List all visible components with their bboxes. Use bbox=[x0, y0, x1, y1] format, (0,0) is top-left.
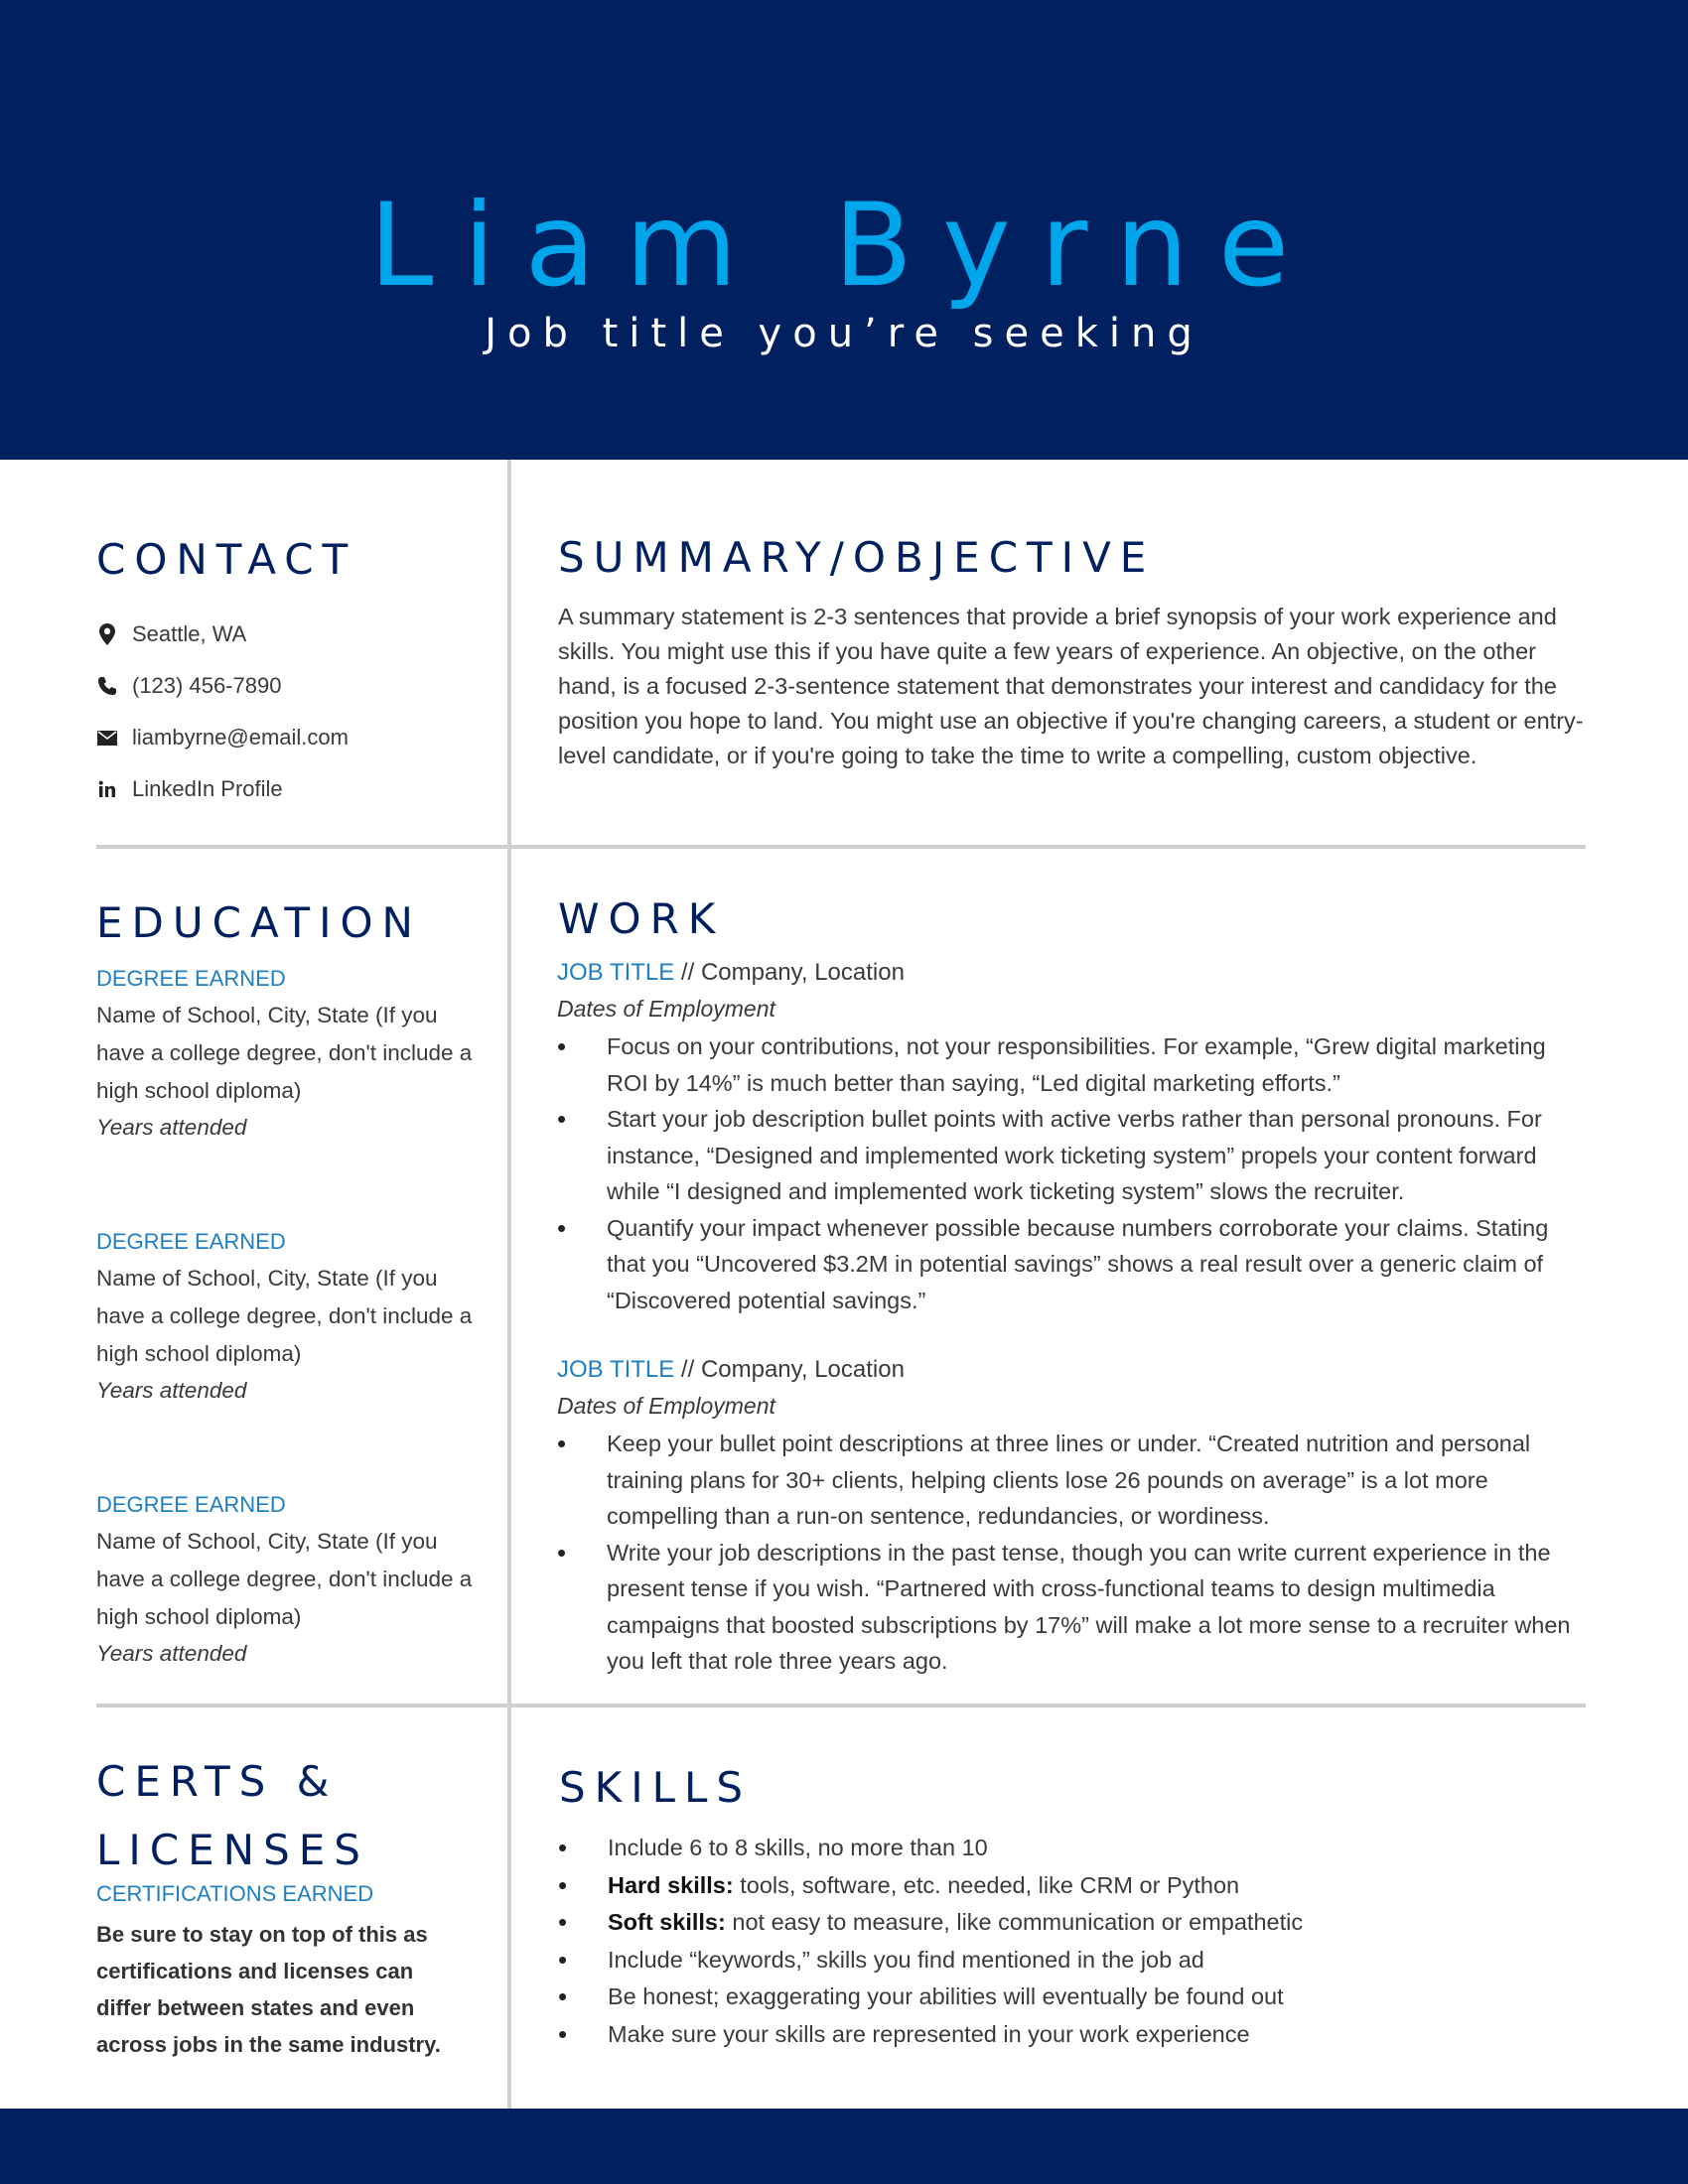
certifications-label: CERTIFICATIONS EARNED bbox=[96, 1881, 374, 1906]
education-heading: EDUCATION bbox=[96, 898, 422, 947]
school-text: Name of School, City, State (If you have a college degree, don't include a high school diploma) bbox=[96, 1266, 473, 1366]
location-pin-icon bbox=[96, 623, 118, 645]
school-text: Name of School, City, State (If you have a college degree, don't include a high school diploma) bbox=[96, 1529, 473, 1629]
years-attended: Years attended bbox=[96, 1378, 247, 1403]
job-title-label: JOB TITLE bbox=[557, 1356, 675, 1383]
email-icon bbox=[96, 727, 118, 749]
education-entry bbox=[96, 1224, 474, 1409]
list-item bbox=[558, 1867, 1591, 1905]
work-heading: WORK bbox=[558, 894, 725, 943]
certifications-text: Be sure to stay on top of this as certifications and licenses can differ between states and even across jobs in the same industry. bbox=[96, 1922, 441, 2057]
section-divider bbox=[96, 1704, 1586, 1707]
contact-linkedin bbox=[96, 772, 283, 806]
linkedin-icon bbox=[96, 778, 118, 800]
job-header bbox=[557, 955, 905, 991]
job-separator: // bbox=[674, 959, 701, 986]
list-item bbox=[558, 1979, 1591, 2016]
skill-bold: Hard skills: bbox=[608, 1871, 734, 1898]
job-title-label: JOB TITLE bbox=[557, 959, 675, 986]
skill-text: Be honest; exaggerating your abilities will eventually be found out bbox=[608, 1983, 1284, 2009]
job-bullets bbox=[557, 1028, 1590, 1318]
degree-label: DEGREE EARNED bbox=[96, 966, 286, 991]
years-attended: Years attended bbox=[96, 1115, 247, 1140]
skills-heading: SKILLS bbox=[559, 1763, 753, 1812]
contact-heading: CONTACT bbox=[96, 535, 357, 584]
contact-email-text[interactable]: liambyrne@email.com bbox=[132, 725, 349, 750]
column-divider bbox=[507, 460, 511, 2109]
section-divider bbox=[96, 845, 1586, 849]
school-text: Name of School, City, State (If you have a college degree, don't include a high school diploma) bbox=[96, 1003, 473, 1103]
contact-location-text: Seattle, WA bbox=[132, 621, 247, 646]
list-item: • Keep your bullet point descriptions at three lines or under. “Created nutrition and personal training plans for 30+ clients, helping clients lose 26 pounds on average” is a lot more compelling than a run-on sentence, redundancies, or wordiness. bbox=[557, 1426, 1595, 1535]
contact-phone bbox=[96, 669, 281, 703]
list-item: • Focus on your contributions, not your responsibilities. For example, “Grew digital marketing ROI by 14%” is much better than saying, “Led digital marketing efforts.” bbox=[557, 1028, 1590, 1101]
list-item bbox=[558, 2016, 1591, 2054]
job-title-sought: Job title you’re seeking bbox=[485, 311, 1203, 356]
skill-text: Include “keywords,” skills you find mentioned in the job ad bbox=[608, 1946, 1204, 1973]
job-bullets bbox=[557, 1426, 1595, 1680]
summary-heading: SUMMARY/OBJECTIVE bbox=[558, 533, 1156, 582]
job-company: Company, Location bbox=[700, 1356, 905, 1383]
skills-list bbox=[558, 1830, 1591, 2053]
certs-heading-line1: CERTS & bbox=[96, 1757, 339, 1806]
contact-linkedin-text[interactable]: LinkedIn Profile bbox=[132, 776, 283, 801]
degree-label: DEGREE EARNED bbox=[96, 1492, 286, 1517]
job-header bbox=[557, 1352, 905, 1388]
certs-heading-line2: LICENSES bbox=[96, 1826, 369, 1874]
skill-text: Make sure your skills are represented in your work experience bbox=[608, 2020, 1250, 2047]
list-item bbox=[558, 1904, 1591, 1942]
education-entry bbox=[96, 961, 474, 1146]
contact-location bbox=[96, 617, 246, 651]
summary-text: A summary statement is 2-3 sentences that provide a brief synopsis of your work experience and skills. You might use this if you have quite a few years of experience. An objective, on the other hand, is a focused 2-3-sentence statement that demonstrates your interest and candidacy for the position you hope to land. You might use an objective if you're changing careers, a student or entry-level candidate, or if you're going to take the time to write a compelling, custom objective. bbox=[558, 604, 1584, 768]
job-separator: // bbox=[674, 1356, 701, 1383]
list-item: • Quantify your impact whenever possible because numbers corroborate your claims. Stating that you “Uncovered $3.2M in potential savings” shows a real result over a generic claim of “Discovered potential savings.” bbox=[557, 1210, 1590, 1319]
footer-banner bbox=[0, 2109, 1688, 2184]
job-dates: Dates of Employment bbox=[557, 996, 775, 1022]
phone-icon bbox=[96, 675, 118, 697]
years-attended: Years attended bbox=[96, 1641, 247, 1666]
header-banner bbox=[0, 0, 1688, 460]
candidate-name: Liam Byrne bbox=[368, 179, 1320, 313]
skill-text: Include 6 to 8 skills, no more than 10 bbox=[608, 1835, 988, 1860]
skill-text: tools, software, etc. needed, like CRM or Python bbox=[733, 1871, 1240, 1898]
skill-text: not easy to measure, like communication or empathetic bbox=[725, 1909, 1304, 1935]
contact-phone-text: (123) 456-7890 bbox=[132, 673, 282, 698]
list-item bbox=[558, 1942, 1591, 1979]
skill-bold: Soft skills: bbox=[608, 1909, 726, 1935]
job-company: Company, Location bbox=[700, 959, 905, 986]
list-item: • Start your job description bullet points with active verbs rather than personal pronouns. For instance, “Designed and implemented work ticketing system” propels your content forward while “I designed and implemented work ticketing system” slows the recruiter. bbox=[557, 1101, 1590, 1210]
list-item: • Write your job descriptions in the past tense, though you can write current experience in the present tense if you wish. “Partnered with cross-functional teams to design multimedia campaigns that boosted subscriptions by 17%” will make a lot more sense to a recruiter when you left that role three years ago. bbox=[557, 1535, 1595, 1680]
degree-label: DEGREE EARNED bbox=[96, 1229, 286, 1254]
contact-email bbox=[96, 721, 349, 754]
list-item bbox=[558, 1830, 1591, 1867]
education-entry bbox=[96, 1487, 474, 1672]
job-dates: Dates of Employment bbox=[557, 1393, 775, 1419]
